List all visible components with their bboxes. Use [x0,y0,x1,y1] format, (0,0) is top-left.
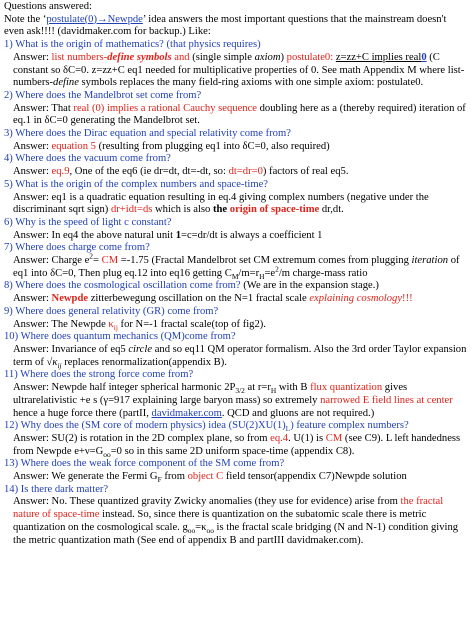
answer-6: Answer: In eq4 the above natural unit 1=c=dr/dt is always a coefficient 1 [13,229,323,241]
question-3: 3) Where does the Dirac equation and special relativity come from? [4,128,291,140]
answer-5: Answer: eq1 is a quadratic equation resulting in eq.4 giving complex numbers (negative under the discriminant sqrt sign) dr+idt=ds which is also the origin of space-time dr,dt. [13,191,429,216]
answer-1: Answer: list numbers-define symbols and (single simple axiom) postulate0: z=zz+C implies real0 (C constant so δC=0. z=zz+C eq1 needed for multiplicative properties of 0. See math Appendix M where list-numbers-define symbols replaces the many field-ring axioms with one simple axiom: postulate0. [13,51,465,89]
question-2: 2) Where does the Mandelbrot set come from? [4,89,202,101]
answer-2: Answer: That real (0) implies a rational Cauchy sequence doubling here as a (thereby required) iteration of eq.1 in δC=0 generating the Mandelbrot set. [13,102,466,127]
question-9: 9) Where does general relativity (GR) come from? [4,305,219,317]
answer-14: Answer: No. These quantized gravity Zwicky anomalies (they use for evidence) arise from the fractal nature of space-time instead. So, since there is quantization on the subatomic scale there is metric quantization on the cosmological scale. $g_{oo}=\kappa_{oo}$ is the fractal scale bridging (N and N-1) condition giving the metric quantization math (See end of appendix B and partIII davidmaker.com). [13,496,459,546]
question-7: 7) Where does charge come from? [4,242,150,254]
question-5: 5) What is the origin of the complex numbers and space-time? [4,178,268,190]
answer-11: Answer: Newpde half integer spherical harmonic $2P_{3/2}$ at $r=r_H$ with B flux quantization gives ultrarelativistic +e s (γ=917 explaining large baryon mass) so extremely narrowed E field lines at center hence a huge force there (partII, davidmaker.com. QCD and gluons are not required.) [13,382,453,419]
postulate-link[interactable]: postulate(0)→Newpde [46,13,143,25]
question-11: 11) Where does the strong force come from? [4,369,194,381]
answer-7: Answer: Charge $e^2=$ CM =-1.75 (Fractal Mandelbrot set CM extremum comes from plugging iteration of eq1 into δC=0, Then plug eq.12 into eq16 getting $C_M/m=r_H=e^2/m$ charge-mass ratio [13,251,460,281]
page-title: Questions answered: [4,1,92,12]
answer-3: Answer: equation 5 (resulting from plugging eq1 into δC=0, also required) [13,140,330,152]
question-13: 13) Where does the weak force component of the SM come from? [4,458,285,470]
answer-9: Answer: The Newpde $\kappa_{ij}$ for N=-1 fractal scale(top of fig2). [13,318,266,332]
answer-12: Answer: SU(2) is rotation in the 2D complex plane, so from eq.4. U(1) is CM (see C9). L left handedness from Newpde $e+\nu=G_{oo}=0$ so in this same 2D uniform space-time (appendix C8). [13,432,461,459]
answer-10: Answer: Invariance of eq5 circle and so eq11 QM operator formalism. Also the 3rd order Taylor expansion term of $√\kappa_{ij}$ replaces renormalization(appendix B). [13,343,467,370]
answer-8: Answer: Newpde zitterbewegung oscillation on the N=1 fractal scale explaining cosmology!!! [13,293,413,305]
question-6: 6) Why is the speed of light c constant? [4,216,172,228]
question-4: 4) Where does the vacuum come from? [4,153,171,165]
davidmaker-link[interactable]: davidmaker.com [151,407,222,419]
question-10: 10) Where does quantum mechanics (QM)come from? [4,331,236,343]
intro-paragraph: Note the ‘postulate(0)→Newpde’ idea answers the most important questions that the mainstream doesn't even ask!!!! (davidmaker.com for backup.) Like: [4,13,447,38]
question-14: 14) Is there dark matter? [4,483,109,495]
question-1: 1) What is the origin of mathematics? (that physics requires) [4,39,261,51]
question-12: 12) Why does the (SM core of modern physics) idea $(SU(2)XU(1)_L)$ feature complex numbers? [4,420,409,434]
question-8: 8) Where does the cosmological oscillation come from? (We are in the expansion stage.) [4,280,379,292]
answer-13: Answer: We generate the Fermi $G_F$ from object C field tensor(appendix C7)Newpde solution [13,471,407,485]
answer-4: Answer: eq.9, One of the eq6 (ie dr=dt, dt=-dt, so: dt=dr=0) factors of real eq5. [13,166,349,178]
